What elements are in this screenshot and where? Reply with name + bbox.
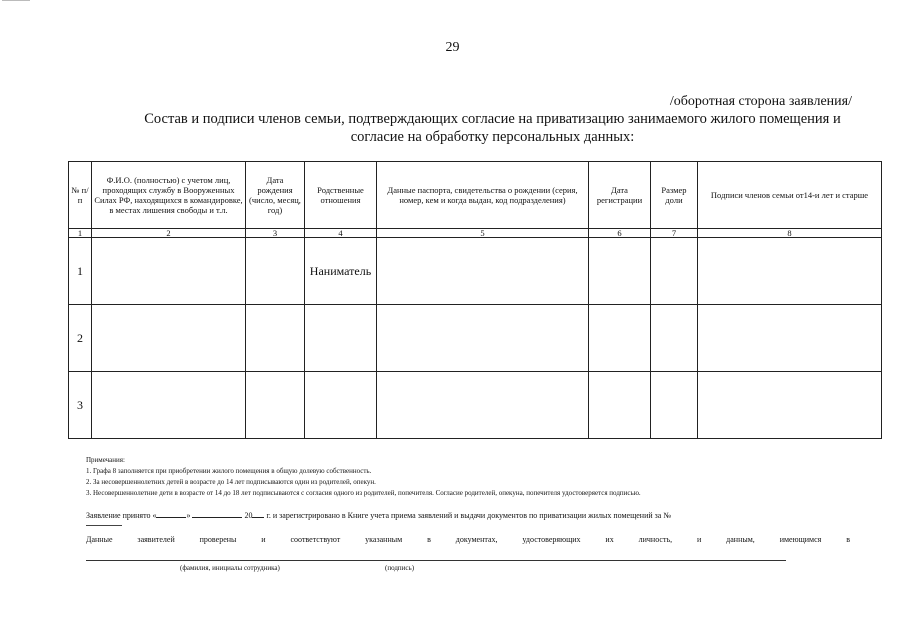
signature-line (86, 560, 786, 561)
column-number: 2 (92, 229, 246, 238)
table-row (69, 238, 882, 305)
table-row (69, 305, 882, 372)
signature-cell (698, 305, 882, 372)
note-item: 1. Графа 8 заполняется при приобретении жилого помещения в общую долевую собственность. (86, 467, 372, 475)
reverse-side-note: /оборотная сторона заявления/ (669, 94, 852, 109)
column-number: 7 (651, 229, 698, 238)
acceptance-text-1: Заявление принято « (86, 511, 157, 520)
header-index: № п/п (69, 162, 92, 229)
header-relation: Родственные отношения (305, 162, 377, 229)
share-cell (651, 238, 698, 305)
corner-mark (2, 0, 30, 1)
column-number: 6 (589, 229, 651, 238)
employee-name-caption: (фамилия, инициалы сотрудника) (180, 564, 280, 572)
column-number: 4 (305, 229, 377, 238)
month-blank (192, 509, 242, 518)
full-name-cell (92, 372, 246, 439)
full-name-cell (92, 305, 246, 372)
acceptance-line (86, 509, 671, 520)
registration-date-cell (589, 238, 651, 305)
column-number: 1 (69, 229, 92, 238)
column-number: 8 (698, 229, 882, 238)
full-name-cell (92, 238, 246, 305)
row-number: 2 (69, 305, 92, 372)
row-number: 1 (69, 238, 92, 305)
acceptance-text-4: г. и зарегистрировано в Книге учета приема заявлений и выдачи документов по приватизации жилых помещений за № (266, 511, 671, 520)
signature-cell (698, 372, 882, 439)
notes-heading: Примечания: (86, 456, 125, 464)
column-number: 5 (377, 229, 589, 238)
birth-date-cell (246, 372, 305, 439)
passport-cell (377, 238, 589, 305)
note-item: 2. За несовершеннолетних детей в возрасте до 14 лет подписываются один из родителей, опекун. (86, 478, 376, 486)
header-registration-date: Дата регистрации (589, 162, 651, 229)
header-signatures: Подписи членов семьи от14-и лет и старше (698, 162, 882, 229)
acceptance-text-3: 20 (244, 511, 253, 520)
registration-date-cell (589, 305, 651, 372)
acceptance-text-2: » (186, 511, 191, 520)
passport-cell (377, 372, 589, 439)
day-blank (156, 509, 186, 518)
signature-cell (698, 238, 882, 305)
notes (86, 455, 641, 499)
column-number-row (69, 229, 882, 238)
relation-cell (305, 305, 377, 372)
header-passport: Данные паспорта, свидетельства о рождении (серия, номер, кем и когда выдан, код подразделения) (377, 162, 589, 229)
page-title (120, 110, 865, 146)
year-blank (252, 509, 264, 518)
birth-date-cell (246, 305, 305, 372)
page-number: 29 (445, 40, 460, 55)
birth-date-cell (246, 238, 305, 305)
header-birth-date: Дата рождения (число, месяц, год) (246, 162, 305, 229)
registration-date-cell (589, 372, 651, 439)
title-line-2: согласие на обработку персональных данных: (350, 129, 635, 145)
header-row (69, 162, 882, 229)
verification-line: Данные заявителей проверены и соответствуют указанным в документах, удостоверяющих их личность, и данным, имеющимся в (86, 535, 850, 544)
note-item: 3. Несовершеннолетние дети в возрасте от 14 до 18 лет подписываются с согласия одного из родителей, попечителя. Согласие родителей, опекуна, попечителя удостоверяется подписью. (86, 489, 641, 497)
signature-caption: (подпись) (385, 564, 415, 572)
title-line-1: Состав и подписи членов семьи, подтверждающих согласие на приватизацию занимаемого жилого помещения и (144, 111, 841, 127)
share-cell (651, 372, 698, 439)
table-row (69, 372, 882, 439)
family-members-table (68, 161, 882, 439)
relation-cell: Наниматель (305, 238, 377, 305)
share-cell (651, 305, 698, 372)
row-number: 3 (69, 372, 92, 439)
column-number: 3 (246, 229, 305, 238)
header-share: Размер доли (651, 162, 698, 229)
registration-number-line (86, 525, 122, 526)
relation-cell (305, 372, 377, 439)
passport-cell (377, 305, 589, 372)
header-full-name: Ф.И.О. (полностью) с учетом лиц, проходящих службу в Вооруженных Силах РФ, находящихся в командировке, в местах лишения свободы и т.л. (92, 162, 246, 229)
